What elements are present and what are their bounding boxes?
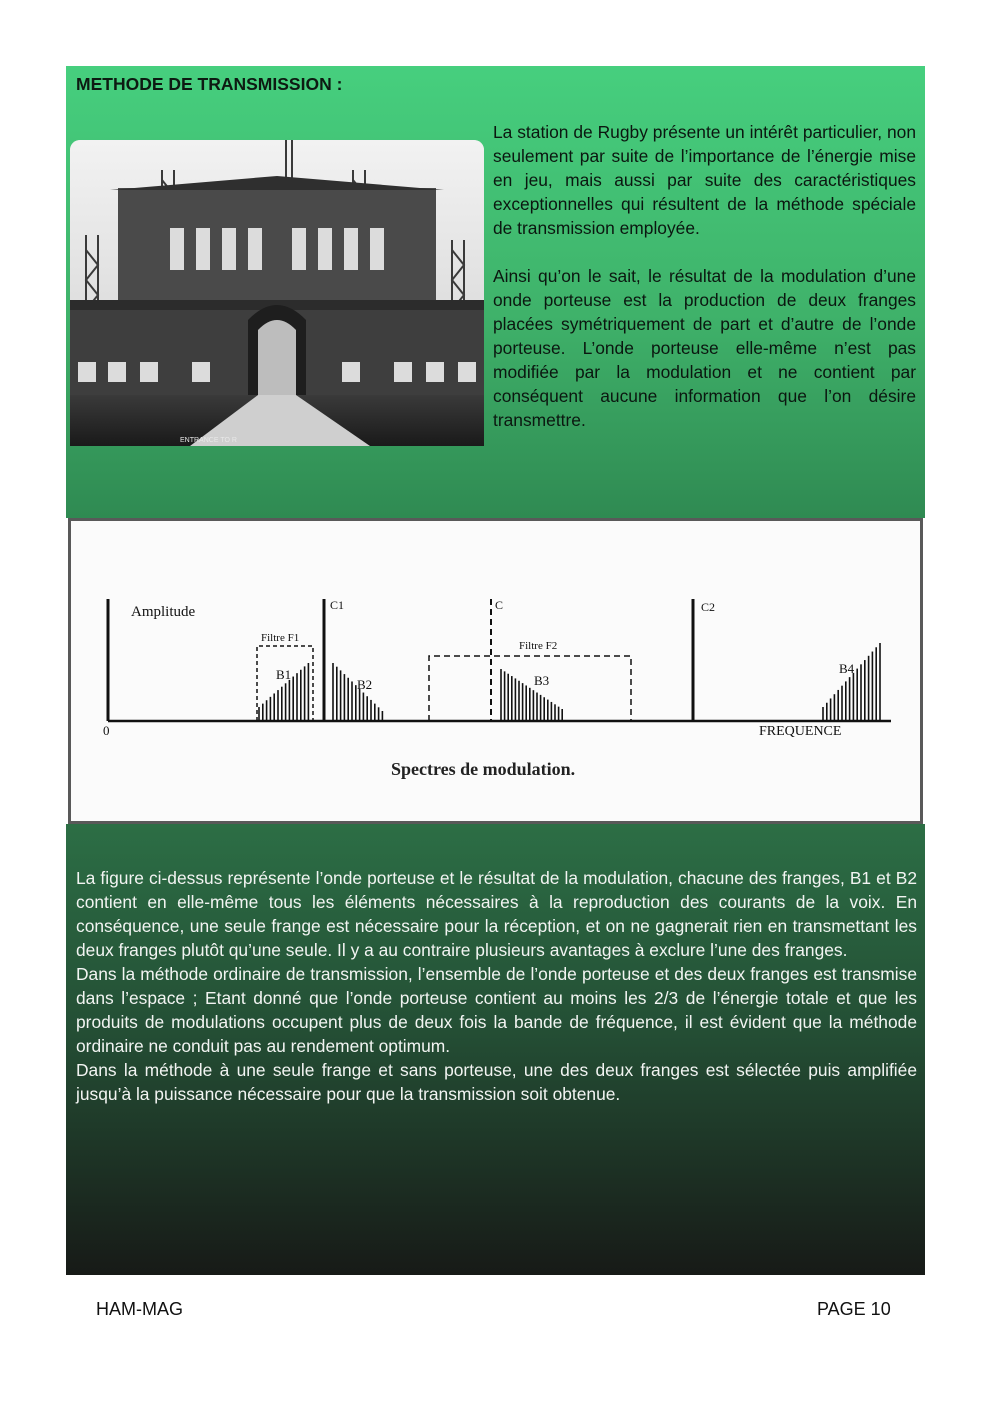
spectrum-figure: [68, 518, 923, 824]
photo-caption: ENTRANCE TO R: [180, 437, 237, 444]
figure-caption: Spectres de modulation.: [391, 759, 576, 779]
intro-paragraph: Ainsi qu’on le sait, le résultat de la modulation d’une onde porteuse est la production de deux franges placées symétriquement de part et d’autre de l’onde porteuse. L’onde porteuse elle-même n’est pas modifiée par la modulation et ne contient par conséquent aucune information que l’on désire transmettre.: [493, 266, 916, 430]
band-b2-label: B2: [357, 677, 373, 692]
body-paragraph: La figure ci-dessus représente l’onde porteuse et le résultat de la modulation, chacune des franges, B1 et B2 contient en elle-même tous les éléments nécessaires à la reproduction des courants de la voix. En conséquence, une seule frange est nécessaire pour la réception, et on ne gagnerait rien en transmettant les deux franges plutôt qu’une seule. Il y a au contraire plusieurs avantages à exclure l’une des franges.: [76, 868, 917, 960]
footer-magazine-name: HAM-MAG: [96, 1299, 183, 1319]
body-paragraph: Dans la méthode à une seule frange et sans porteuse, une des deux franges est sélectée puis amplifiée jusqu’à la puissance nécessaire pour que la transmission soit obtenue.: [76, 1060, 917, 1104]
carrier-c-label: C: [495, 598, 504, 612]
filter-f2-label: Filtre F2: [519, 640, 558, 652]
carrier-c2-label: C2: [701, 600, 716, 614]
rugby-station-photo: [70, 140, 484, 446]
body-paragraph: Dans la méthode ordinaire de transmission, l’ensemble de l’onde porteuse et des deux franges est transmise dans l’espace ; Etant donné que l’onde porteuse contient au moins les 2/3 de l’énergie totale et que les produits de modulations occupent plus de deux fois la bande de fréquence, il est évident que la méthode ordinaire ne conduit pas au rendement optimum.: [76, 964, 917, 1056]
y-axis-label: Amplitude: [131, 604, 196, 620]
origin-label: 0: [103, 723, 110, 738]
band-b4-label: B4: [839, 661, 855, 676]
band-b1-label: B1: [276, 667, 292, 682]
intro-text: [493, 120, 916, 456]
x-axis-label: FREQUENCE: [759, 724, 842, 739]
intro-paragraph: La station de Rugby présente un intérêt particulier, non seulement par suite de l’importance de l’énergie mise en jeu, mais aussi par suite des caractéristiques exceptionnelles qui résultent de la méthode spéciale de transmission employée.: [493, 122, 916, 238]
band-b3-label: B3: [534, 673, 550, 688]
body-text: [76, 866, 917, 1106]
carrier-c1-label: C1: [330, 598, 345, 612]
section-title: METHODE DE TRANSMISSION :: [76, 74, 343, 94]
filter-f1-label: Filtre F1: [261, 632, 300, 644]
footer-page-number: PAGE 10: [817, 1299, 891, 1319]
